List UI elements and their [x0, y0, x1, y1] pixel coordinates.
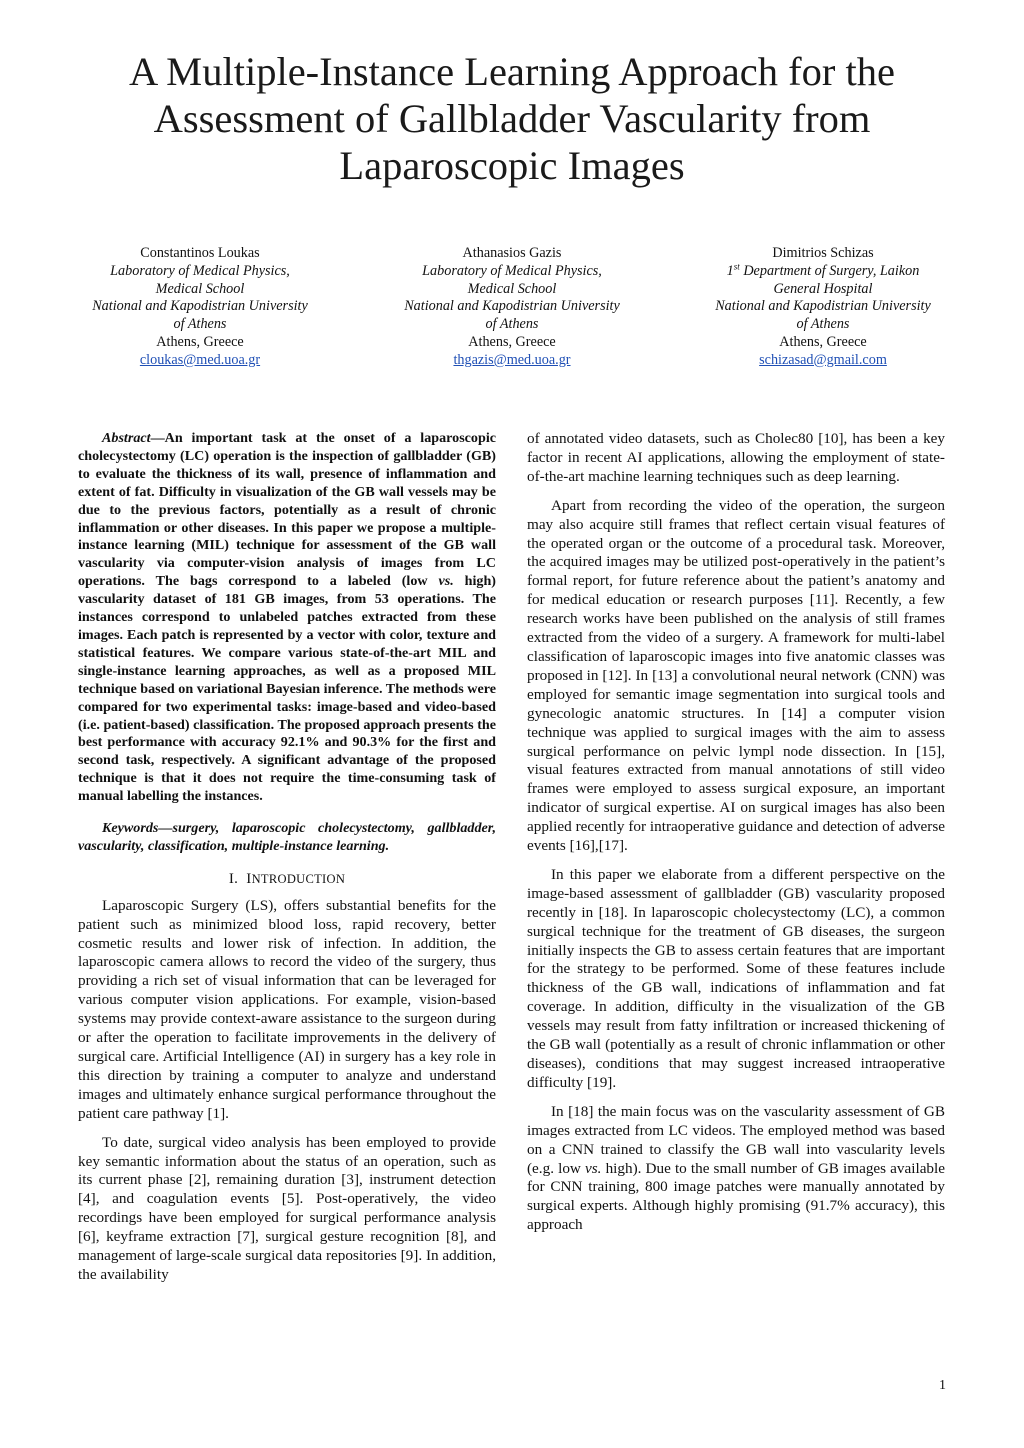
author-affiliation: National and Kapodistrian University — [92, 298, 308, 315]
paper-title — [60, 48, 964, 189]
author-affiliation: Medical School — [467, 280, 557, 297]
affiliation-ordinal: 1 — [726, 262, 734, 279]
author-location: Athens, Greece — [468, 333, 556, 350]
author-email-link[interactable]: thgazis@med.uoa.gr — [453, 351, 571, 368]
page-number: 1 — [939, 1378, 946, 1393]
abstract — [78, 430, 496, 806]
title-line: Laparoscopic Images — [339, 143, 685, 188]
paragraph-text: high). Due to the small number of GB images available for CNN training, 800 image patches were manually annotated by surgical experts. Although highly promising (91.7% accuracy), this approach — [527, 1159, 945, 1234]
body-paragraph — [527, 1103, 945, 1235]
body-paragraph: In this paper we elaborate from a different perspective on the image-based assessment of gallbladder (GB) vascularity proposed recently in [18]. In laparoscopic cholecystectomy (LC), a common surgical technique for the treatment of GB diseases, the surgeon initially inspects the GB to assess certain features that are important for the strategy to be performed. Some of these features include thickness of the GB wall, indications of inflammation and fat coverage. In addition, difficulty in the visualization of the GB vessels may result from fatty infiltration or increased thickening of the GB wall (potentially as a result of chronic inflammation or other diseases), conditions that may suggest increased intraoperative difficulty [19]. — [527, 865, 945, 1091]
author-affiliation: of Athens — [796, 316, 850, 333]
keywords: Keywords—surgery, laparoscopic cholecystectomy, gallbladder, vascularity, classification, multiple-instance learning. — [78, 820, 496, 854]
paragraph-text: In [18] the main focus was on the vascularity assessment of GB images extracted from LC videos. The employed method was based on a CNN trained to classify the GB wall into vascularity levels (e.g. low — [527, 1102, 945, 1177]
section-numeral: I. — [228, 870, 239, 887]
author-affiliation: Laboratory of Medical Physics, — [422, 262, 602, 279]
abstract-text: An important task at the onset of a laparoscopic cholecystectomy (LC) operation is the inspection of gallbladder (GB) to evaluate the thickness of its wall, presence of inflammation and extent of fat. Difficulty in visualization of the GB wall vessels may be due to the previous factors, potentially as a result of chronic inflammation or other diseases. In this paper we propose a multiple-instance learning (MIL) technique for assessment of the GB wall vascularity via computer-vision analysis of images from LC operations. The bags correspond to a labeled (low — [78, 430, 496, 590]
author-affiliation: National and Kapodistrian University — [404, 298, 620, 315]
title-line: Assessment of Gallbladder Vascularity from — [153, 96, 871, 141]
author-name: Dimitrios Schizas — [772, 245, 874, 261]
title-line: A Multiple-Instance Learning Approach for the — [129, 49, 895, 94]
author-name: Athanasios Gazis — [462, 245, 562, 261]
author-affiliation: Medical School — [155, 280, 245, 297]
body-paragraph: Laparoscopic Surgery (LS), offers substantial benefits for the patient such as minimized blood loss, rapid recovery, better cosmetic results and lower risk of infection. In addition, the laparoscopic camera allows to record the video of the surgery, thus providing a rich set of visual information that can be leveraged for various computer vision applications. For example, vision-based systems may provide context-aware assistance to the surgeon during or after the operation to facilitate improvements in the delivery of surgical care. Artificial Intelligence (AI) in surgery has a key role in this direction by training a computer to analyze and understand images and ultimately enhance surgical performance throughout the patient care pathway [1]. — [78, 896, 496, 1122]
abstract-vs: vs. — [438, 573, 454, 590]
author-affiliation: General Hospital — [773, 280, 873, 297]
author-block — [50, 245, 350, 370]
affiliation-ordinal-suffix: st — [733, 261, 740, 272]
section-title-initial: I — [246, 870, 252, 887]
author-affiliation — [673, 263, 973, 281]
section-heading — [78, 870, 496, 889]
abstract-text: high) vascularity dataset of 181 GB images, from 53 operations. The instances correspond to unlabeled patches extracted from these images. Each patch is represented by a vector with color, texture and statistical features. We compare various state-of-the-art MIL and single-instance learning approaches, as well as a proposed MIL technique based on variational Bayesian inference. The methods were compared for two experimental tasks: image-based and video-based (i.e. patient-based) classification. The proposed approach presents the best performance with accuracy 92.1% and 90.3% for the first and second task, respectively. A significant advantage of the proposed technique is that it does not require the time-consuming task of manual labelling the instances. — [78, 573, 496, 805]
left-column — [78, 430, 496, 1295]
right-column — [527, 430, 945, 1245]
author-affiliation: of Athens — [173, 316, 227, 333]
paragraph-vs: vs. — [585, 1159, 602, 1177]
author-location: Athens, Greece — [156, 333, 244, 350]
author-email-link[interactable]: schizasad@gmail.com — [759, 351, 887, 368]
author-block — [673, 245, 973, 370]
author-affiliation: of Athens — [485, 316, 539, 333]
author-affiliation: Laboratory of Medical Physics, — [110, 262, 290, 279]
section-title-rest: NTRODUCTION — [251, 871, 346, 886]
affiliation-text: Department of Surgery, Laikon — [739, 262, 920, 279]
author-location: Athens, Greece — [779, 333, 867, 350]
body-paragraph: To date, surgical video analysis has been employed to provide key semantic information about the status of an operation, such as its current phase [2], remaining duration [3], instrument detection [4], and coagulation events [5]. Post-operatively, the video recordings have been employed for surgical performance analysis [6], keyframe extraction [7], surgical gesture recognition [8], and management of large-scale surgical data repositories [9]. In addition, the availability — [78, 1133, 496, 1283]
body-paragraph: of annotated video datasets, such as Cholec80 [10], has been a key factor in recent AI applications, allowing the employment of state-of-the-art machine learning techniques such as deep learning. — [527, 430, 945, 485]
author-email-link[interactable]: cloukas@med.uoa.gr — [139, 351, 261, 368]
abstract-dash: — — [150, 430, 165, 446]
body-paragraph: Apart from recording the video of the operation, the surgeon may also acquire still frames that reflect certain visual features of the operated organ or the outcome of a procedural task. Moreover, the acquired images may be utilized post-operatively in the patient’s formal report, for future reference about the patient’s anatomy and for medical education or research purposes [11]. Recently, a few research works have been published on the analysis of still frames extracted from the video of a surgery. A framework for multi-label classification of laparoscopic images into five anatomic classes was proposed in [12]. In [13] a convolutional neural network (CNN) was employed for semantic image segmentation into surgical tools and gynecologic anatomic structures. In [14] a computer vision technique was applied to surgical images with the aim to assess surgical performance on pelvic lympl node dissection. In [15], visual features extracted from manual annotations of still video frames were employed to assess surgical exposure, an important indicator of surgical expertise. AI on surgical images has also been applied recently for intraoperative guidance and detection of adverse events [16],[17]. — [527, 496, 945, 855]
author-block — [362, 245, 662, 370]
author-name: Constantinos Loukas — [140, 245, 260, 261]
abstract-label: Abstract — [102, 430, 151, 446]
author-affiliation: National and Kapodistrian University — [715, 298, 931, 315]
